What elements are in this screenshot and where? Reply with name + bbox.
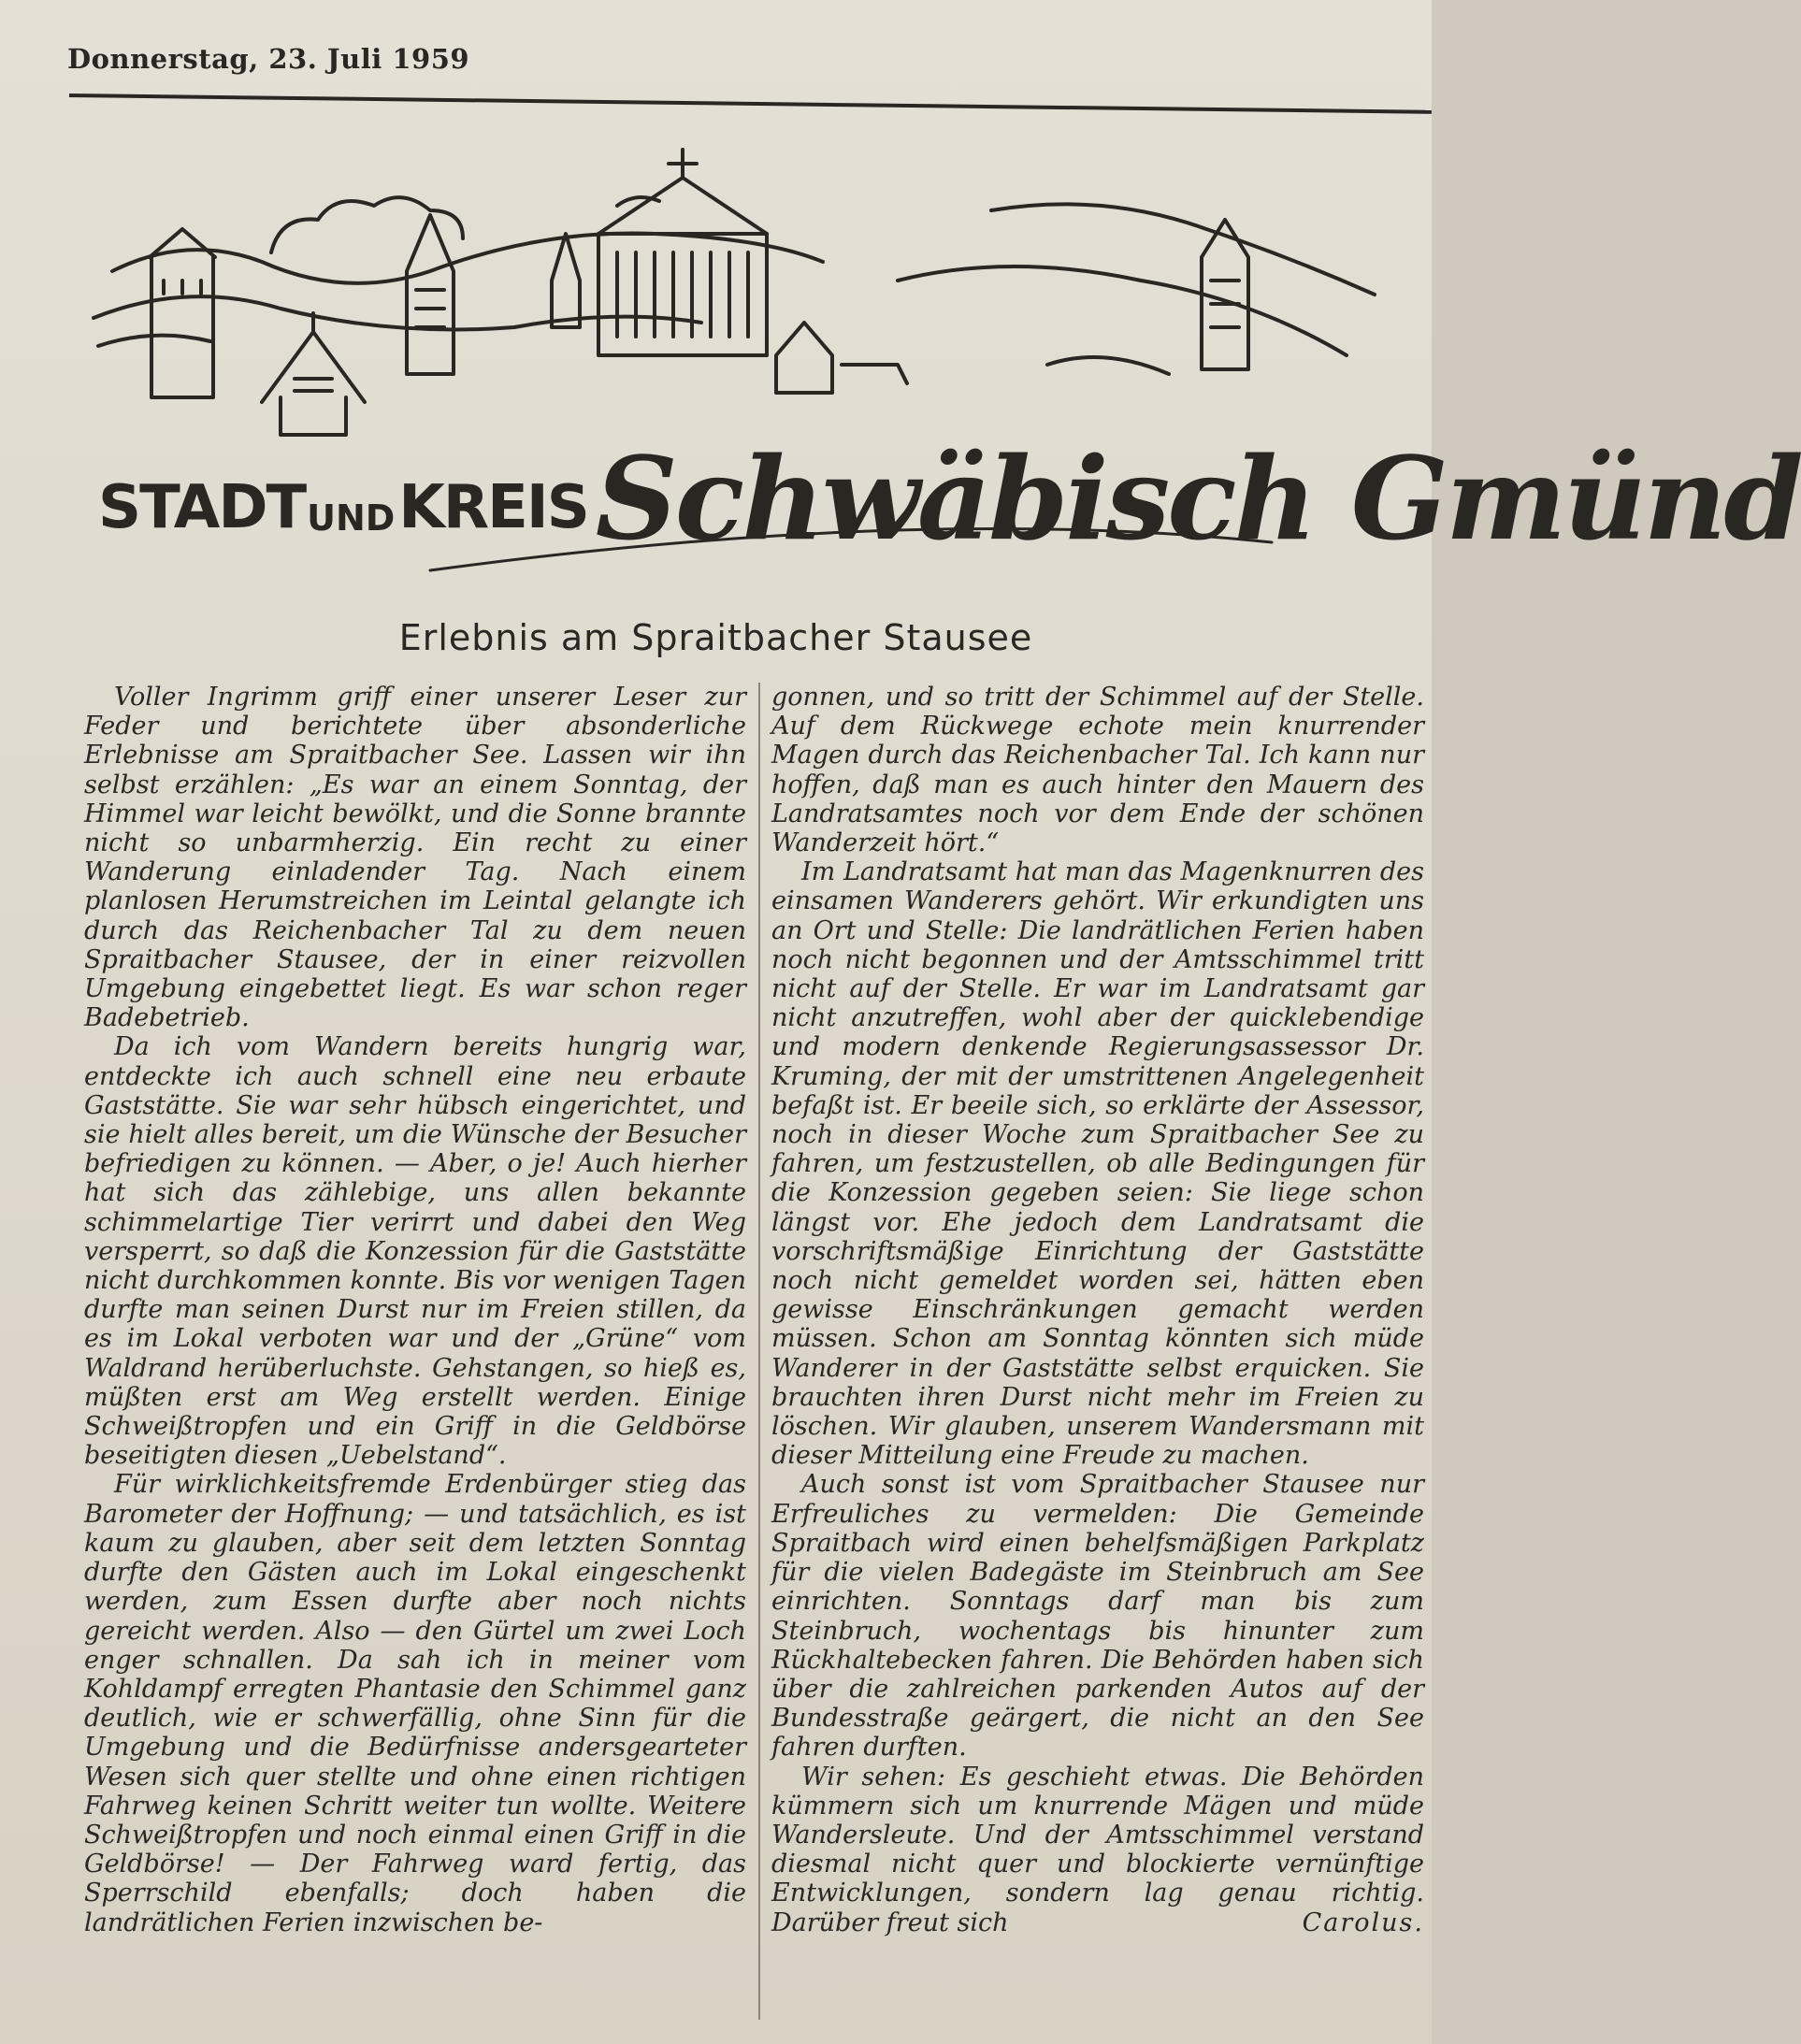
article-paragraph: Da ich vom Wandern bereits hungrig war, entdeckte ich auch schnell eine neu erbaute Gaststätte. Sie war sehr hübsch eingerichtet, und sie hielt alles bereit, um die Wünsche der Besucher befriedigen zu können. — Aber, o je! Auch hierher hat sich das zählebige, uns allen bekannte schimmelartige Tier verirrt und dabei den Weg versperrt, so daß die Konzession für die Gaststätte nicht durchkommen konnte. Bis vor wenigen Tagen durfte man seinen Durst nur im Freien stillen, da es im Lokal verboten war und der „Grüne“ vom Waldrand herüberluchste. Gehstangen, so hieß es, müßten erst am Weg erstellt werden. Einige Schweißtropfen und ein Griff in die Geldbörse beseitigten diesen „Uebelstand“.: [84, 1032, 746, 1471]
article-paragraph: [771, 1763, 1424, 1937]
masthead-kreis: KREIS: [398, 473, 588, 542]
signature: Carolus.: [1302, 1907, 1424, 1937]
article-paragraph: Für wirklichkeitsfremde Erdenbürger stieg das Barometer der Hoffnung; — und tatsächlich, es ist kaum zu glauben, aber seit dem letzten Sonntag durfte den Gästen auch im Lokal eingeschenkt werden, zum Essen durfte aber noch nichts gereicht werden. Also — den Gürtel um zwei Loch enger schnallen. Da sah ich in meiner vom Kohldampf erregten Phantasie den Schimmel ganz deutlich, wie er schwerfällig, ohne Sinn für die Umgebung und die Bedürfnisse andersgearteter Wesen sich quer stellte und ohne einen richtigen Fahrweg keinen Schritt weiter tun wollte. Weitere Schweißtropfen und noch einmal einen Griff in die Geldbörse! — Der Fahrweg ward fertig, das Sperrschild ebenfalls; doch haben die landrätlichen Ferien inzwischen be-: [84, 1470, 746, 1937]
right-column: [771, 683, 1424, 1937]
column-divider: [758, 683, 760, 2020]
article-paragraph: Im Landratsamt hat man das Magenknurren des einsamen Wanderers gehört. Wir erkundigten uns an Ort und Stelle: Die landrätlichen Ferien haben noch nicht begonnen und der Amtsschimmel tritt nicht auf der Stelle. Er war im Landratsamt gar nicht anzutreffen, wohl aber der quicklebendige und modern denkende Regierungsassessor Dr. Kruming, der mit der umstrittenen Angelegenheit befaßt ist. Er beeile sich, so erklärte der Assessor, noch in dieser Woche zum Spraitbacher See zu fahren, um festzustellen, ob alle Bedingungen für die Konzession gegeben seien: Sie liege schon längst vor. Ehe jedoch dem Landratsamt die vorschriftsmäßige Einrichtung der Gaststätte noch nicht gemeldet worden sei, hätten eben gewisse Einschränkungen gemacht werden müssen. Schon am Sonntag könnten sich müde Wanderer in der Gaststätte selbst erquicken. Sie brauchten ihren Durst nicht mehr im Freien zu löschen. Wir glauben, unserem Wandersmann mit dieser Mitteilung eine Freude zu machen.: [771, 857, 1424, 1471]
article-headline: Erlebnis am Spraitbacher Stausee: [398, 617, 1033, 658]
masthead-und: UND: [307, 497, 396, 539]
article-paragraph: Auch sonst ist vom Spraitbacher Stausee nur Erfreuliches zu vermelden: Die Gemeinde Spraitbach wird einen behelfsmäßigen Parkplatz für die vielen Badegäste im Steinbruch am See einrichten. Sonntags darf man bis zum Steinbruch, wochentags bis hinunter zum Rückhaltebecken fahren. Die Behörden haben sich über die zahlreichen parkenden Autos auf der Bundesstraße geärgert, die nicht an den See fahren durften.: [771, 1470, 1424, 1763]
left-column: [84, 683, 746, 1937]
dateline: Donnerstag, 23. Juli 1959: [67, 43, 470, 75]
article-paragraph: gonnen, und so tritt der Schimmel auf der Stelle. Auf dem Rückwege echote mein knurrender Magen durch das Reichenbacher Tal. Ich kann nur hoffen, daß man es auch hinter den Mauern des Landratsamtes noch vor dem Ende der schönen Wanderzeit hört.“: [771, 683, 1424, 858]
article-paragraph: Voller Ingrimm griff einer unserer Leser zur Feder und berichtete über absonderliche Erlebnisse am Spraitbacher See. Lassen wir ihn selbst erzählen: „Es war an einem Sonntag, der Himmel war leicht bewölkt, und die Sonne brannte nicht so unbarmherzig. Ein recht zu einer Wanderung einladender Tag. Nach einem planlosen Herumstreichen im Leintal gelangte ich durch das Reichenbacher Tal zu dem neuen Spraitbacher Stausee, der in einer reizvollen Umgebung eingebettet liegt. Es war schon reger Badebetrieb.: [84, 683, 746, 1033]
masthead-stadt: STADT: [98, 473, 306, 542]
masthead-script: Schwäbisch Gmünd: [595, 431, 1801, 566]
top-rule: [69, 94, 1432, 114]
closing-line: Wir sehen: Es geschieht etwas. Die Behörden kümmern sich um knurrende Mägen und müde Wandersleute. Und der Amtsschimmel verstand diesmal nicht quer und blockierte vernünftige Entwicklungen, sondern lag genau richtig. Darüber freut sich: [771, 1762, 1424, 1937]
masthead-title: [98, 428, 1801, 566]
